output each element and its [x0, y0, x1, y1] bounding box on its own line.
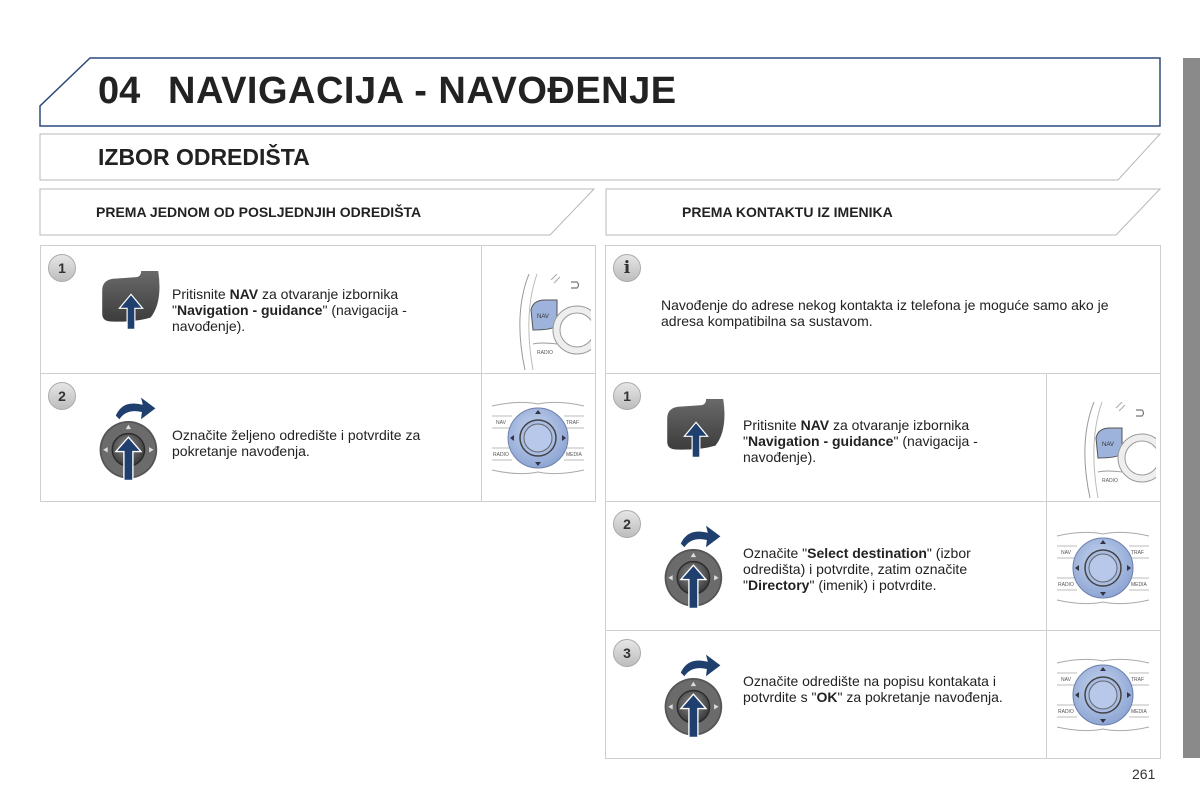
- step-number-badge: 1: [613, 382, 641, 410]
- rotary-knob-icon: [661, 646, 733, 746]
- step-text: Pritisnite NAV za otvaranje izbornika "Navigation - guidance" (navigacija - navođenje).: [172, 286, 407, 334]
- left-step-2: [40, 373, 596, 502]
- step-text: Označite "Select destination" (izbor odredišta) i potvrdite, zatim označite "Directory" (imenik) i potvrdite.: [743, 545, 971, 593]
- chapter-header: [38, 56, 1162, 128]
- rotary-knob-icon: [661, 517, 733, 617]
- chapter-title: NAVIGACIJA - NAVOĐENJE: [168, 70, 677, 112]
- chapter-tab-marker: [1183, 58, 1200, 758]
- right-step-2: [605, 501, 1161, 631]
- step-text: Označite željeno odredište i potvrdite za pokretanje navođenja.: [172, 427, 421, 459]
- right-step-1: [605, 373, 1161, 502]
- right-step-3: [605, 630, 1161, 759]
- left-step-1: [40, 245, 596, 374]
- step-number-badge: 1: [48, 254, 76, 282]
- info-box: [605, 245, 1161, 374]
- page-number: 261: [1132, 766, 1156, 782]
- info-text: Navođenje do adrese nekog kontakta iz telefona je moguće samo ako je adresa kompatibilna sa sustavom.: [661, 297, 1109, 329]
- nav-button-icon: [661, 394, 731, 474]
- chapter-number: 04: [98, 70, 141, 112]
- info-icon: i: [613, 254, 641, 282]
- dashboard-knob-illustration: [1053, 528, 1153, 608]
- step-text: Pritisnite NAV za otvaranje izbornika "Navigation - guidance" (navigacija - navođenje).: [743, 417, 978, 465]
- step-number-badge: 2: [613, 510, 641, 538]
- dashboard-knob-illustration: [488, 398, 588, 478]
- left-subtitle: PREMA JEDNOM OD POSLJEDNJIH ODREDIŠTA: [96, 204, 422, 220]
- section-title: IZBOR ODREDIŠTA: [98, 144, 310, 170]
- step-text: Označite odredište na popisu kontakata i potvrdite s "OK" za pokretanje navođenja.: [743, 673, 1003, 705]
- step-number-badge: 3: [613, 639, 641, 667]
- step-number-badge: 2: [48, 382, 76, 410]
- dashboard-knob-illustration: [1053, 655, 1153, 735]
- right-subheader: [604, 187, 1162, 237]
- right-subtitle: PREMA KONTAKTU IZ IMENIKA: [682, 204, 893, 220]
- left-subheader: [38, 187, 596, 237]
- section-header: [38, 132, 1162, 182]
- dashboard-nav-illustration: [1076, 402, 1156, 502]
- nav-button-icon: [96, 266, 166, 346]
- rotary-knob-icon: [96, 389, 168, 489]
- dashboard-nav-illustration: [511, 274, 591, 374]
